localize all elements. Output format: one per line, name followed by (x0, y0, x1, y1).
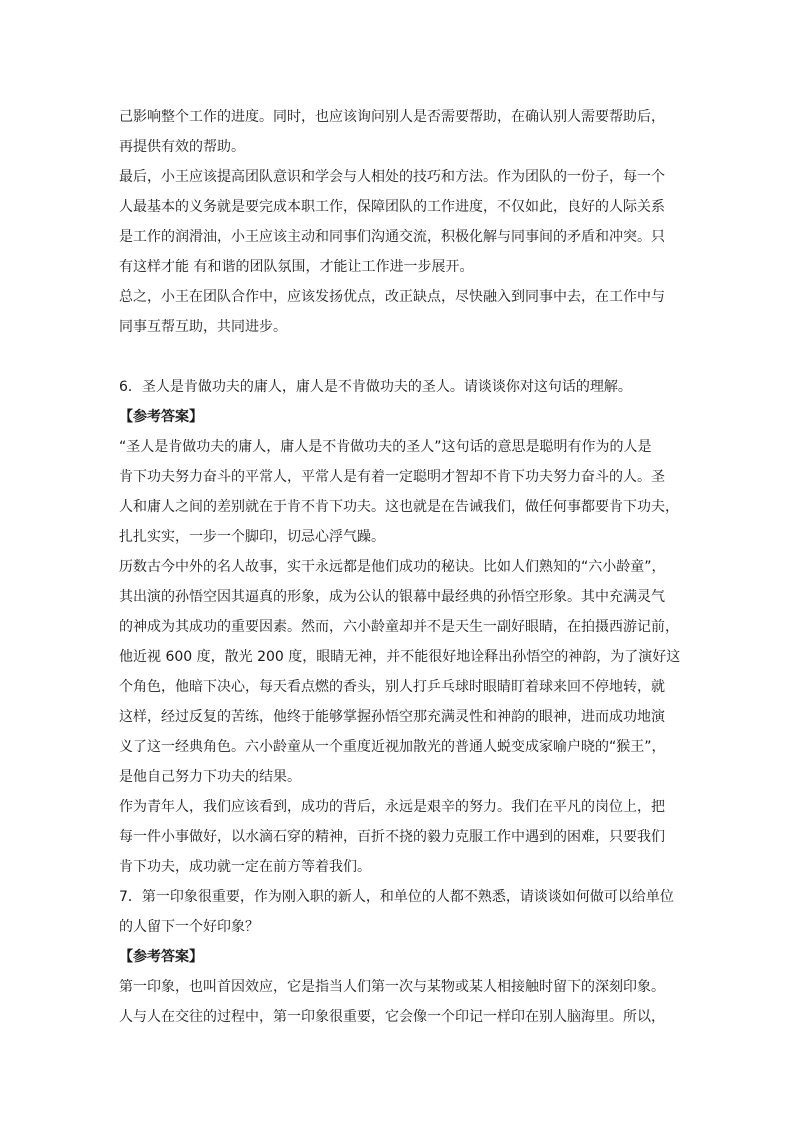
paragraph-line: 的神成为其成功的重要因素。然而，六小龄童却并不是天生一副好眼睛，在拍摄西游记前， (119, 619, 679, 635)
paragraph-line: 肯下功夫，成功就一定在前方等着我们。 (119, 859, 371, 875)
paragraph-line: 历数古今中外的名人故事，实干永远都是他们成功的秘诀。比如人们熟知的“六小龄童”， (119, 559, 666, 575)
paragraph-line: 最后，小王应该提高团队意识和学会与人相处的技巧和方法。作为团队的一份子，每一个 (119, 169, 665, 185)
paragraph-line: 人和庸人之间的差别就在于肯不肯下功夫。这也就是在告诫我们，做任何事都要肯下功夫， (119, 499, 679, 515)
paragraph-line: 总之，小王在团队合作中，应该发扬优点，改正缺点，尽快融入到同事中去，在工作中与 (119, 289, 665, 305)
question-6: 6．圣人是肯做功夫的庸人，庸人是不肯做功夫的圣人。请谈谈你对这句话的理解。 (119, 379, 632, 395)
paragraph-line: 肯下功夫努力奋斗的平常人，平常人是有着一定聪明才智却不肯下功夫努力奋斗的人。圣 (119, 469, 665, 485)
paragraph-line: 义了这一经典角色。六小龄童从一个重度近视加散光的普通人蜕变成家喻户晓的“猴王”， (119, 739, 666, 755)
paragraph-line: 同事互帮互助，共同进步。 (119, 319, 287, 335)
answer-heading: 【参考答案】 (119, 409, 203, 425)
paragraph-line: 扎扎实实，一步一个脚印，切忌心浮气躁。 (119, 529, 385, 545)
paragraph-line: 个角色，他暗下决心，每天看点燃的香头，别人打乒乓球时眼睛盯着球来回不停地转，就 (119, 679, 665, 695)
document-body (119, 102, 679, 1032)
paragraph-line: 再提供有效的帮助。 (119, 139, 245, 155)
paragraph-line: 人与人在交往的过程中，第一印象很重要，它会像一个印记一样印在别人脑海里。所以， (119, 1009, 665, 1025)
paragraph-line: 有这样才能 有和谐的团队氛围，才能让工作进一步展开。 (119, 259, 474, 275)
paragraph-line: 第一印象，也叫首因效应，它是指当人们第一次与某物或某人相接触时留下的深刻印象。 (119, 979, 665, 995)
paragraph-line: 他近视 600 度，散光 200 度，眼睛无神，并不能很好地诠释出孙悟空的神韵，为了演好这 (119, 649, 681, 665)
paragraph-line: 作为青年人，我们应该看到，成功的背后，永远是艰辛的努力。我们在平凡的岗位上，把 (119, 799, 665, 815)
paragraph-line: 己影响整个工作的进度。同时，也应该询问别人是否需要帮助，在确认别人需要帮助后， (119, 109, 665, 125)
question-7: 7．第一印象很重要，作为刚入职的新人，和单位的人都不熟悉，请谈谈如何做可以给单位 (119, 889, 674, 905)
paragraph-line: 其出演的孙悟空因其逼真的形象，成为公认的银幕中最经典的孙悟空形象。其中充满灵气 (119, 589, 665, 605)
paragraph-line: 每一件小事做好，以水滴石穿的精神，百折不挠的毅力克服工作中遇到的困难，只要我们 (119, 829, 665, 845)
paragraph-line: “圣人是肯做功夫的庸人，庸人是不肯做功夫的圣人”这句话的意思是聪明有作为的人是 (119, 439, 652, 455)
answer-heading: 【参考答案】 (119, 949, 203, 965)
paragraph-line: 是工作的润滑油，小王应该主动和同事们沟通交流，积极化解与同事间的矛盾和冲突。只 (119, 229, 665, 245)
paragraph-line: 这样，经过反复的苦练，他终于能够掌握孙悟空那充满灵性和神韵的眼神，进而成功地演 (119, 709, 665, 725)
blank-line (119, 342, 679, 372)
paragraph-line: 人最基本的义务就是要完成本职工作，保障团队的工作进度，不仅如此，良好的人际关系 (119, 199, 665, 215)
paragraph-line: 是他自己努力下功夫的结果。 (119, 769, 301, 785)
question-7-cont: 的人留下一个好印象？ (119, 919, 259, 935)
